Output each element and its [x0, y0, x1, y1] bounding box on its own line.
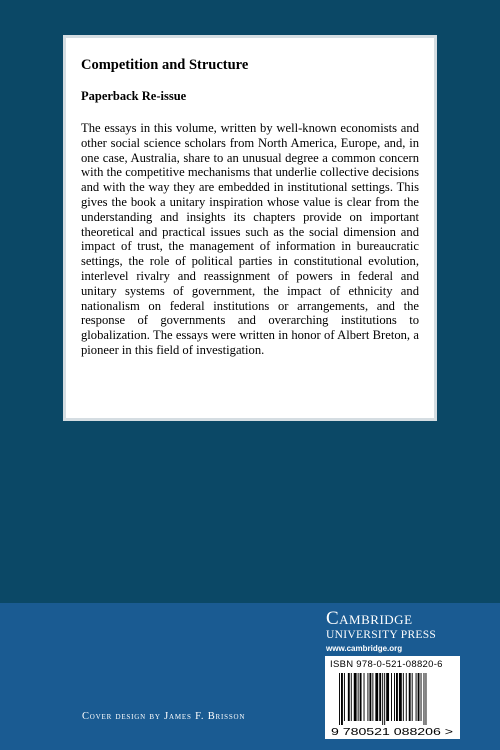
barcode-bar — [424, 673, 425, 725]
barcode-bar — [421, 673, 422, 721]
barcode-bar — [351, 673, 352, 721]
book-title: Competition and Structure — [81, 57, 249, 73]
barcode-bar — [403, 673, 404, 721]
barcode-bar — [360, 673, 362, 721]
barcode-bar — [344, 673, 345, 721]
book-description: The essays in this volume, written by well-known economists and other social science scholars from North America, Europe, and, in one case, Australia, share to an unusual degree a common concern with the competitive mechanisms that underlie collective decisions and with the way they are embedded in institutional settings. This gives the book a unitary inspiration whose value is clear from the understanding and insights its chapters provide on important theoretical and practical issues such as the social dimension and impact of trust, the management of information in bureaucratic settings, the role of political parties in constitutional evolution, interlevel rivalry and reassignment of powers in federal and unitary systems of government, the impact of ethnicity and nationalism on federal institutions or arrangements, and the response of governments and overarching institutions to globalization. The essays were written in honor of Albert Breton, a pioneer in this field of investigation. — [81, 121, 419, 357]
barcode-bar — [341, 673, 343, 725]
barcode-bar — [358, 673, 359, 721]
barcode-bar — [348, 673, 350, 721]
barcode-bar — [406, 673, 407, 721]
barcode-bar — [418, 673, 420, 721]
barcode-bar — [416, 673, 417, 721]
barcode-bar — [396, 673, 398, 721]
barcode-bar — [379, 673, 381, 721]
barcode-bar — [375, 673, 378, 721]
barcode-bar — [409, 673, 411, 721]
barcode-bar — [354, 673, 357, 721]
isbn-label: ISBN 978-0-521-08820-6 — [330, 659, 443, 670]
barcode — [330, 673, 455, 738]
edition-subtitle: Paperback Re-issue — [81, 89, 187, 103]
publisher-url: www.cambridge.org — [326, 644, 403, 653]
barcode-bar — [426, 673, 427, 725]
barcode-bar — [391, 673, 392, 721]
barcode-bar — [399, 673, 402, 721]
barcode-digits: 9 780521 088206 > — [331, 726, 453, 738]
barcode-bars — [339, 673, 426, 725]
barcode-bar — [412, 673, 413, 721]
barcode-bar — [372, 673, 373, 721]
barcode-bar — [386, 673, 389, 721]
barcode-bar — [369, 673, 371, 721]
barcode-bar — [382, 673, 383, 725]
barcode-bar — [394, 673, 395, 721]
barcode-bar — [364, 673, 365, 721]
publisher-name: Cambridge — [326, 608, 413, 629]
cover-design-credit: Cover design by James F. Brisson — [82, 711, 246, 722]
barcode-bar — [367, 673, 368, 721]
publisher-logo — [326, 609, 456, 654]
publisher-press: UNIVERSITY PRESS — [326, 629, 437, 641]
barcode-bar — [339, 673, 340, 725]
barcode-box — [325, 656, 460, 739]
barcode-bar — [384, 673, 385, 725]
blurb-panel — [63, 35, 437, 421]
